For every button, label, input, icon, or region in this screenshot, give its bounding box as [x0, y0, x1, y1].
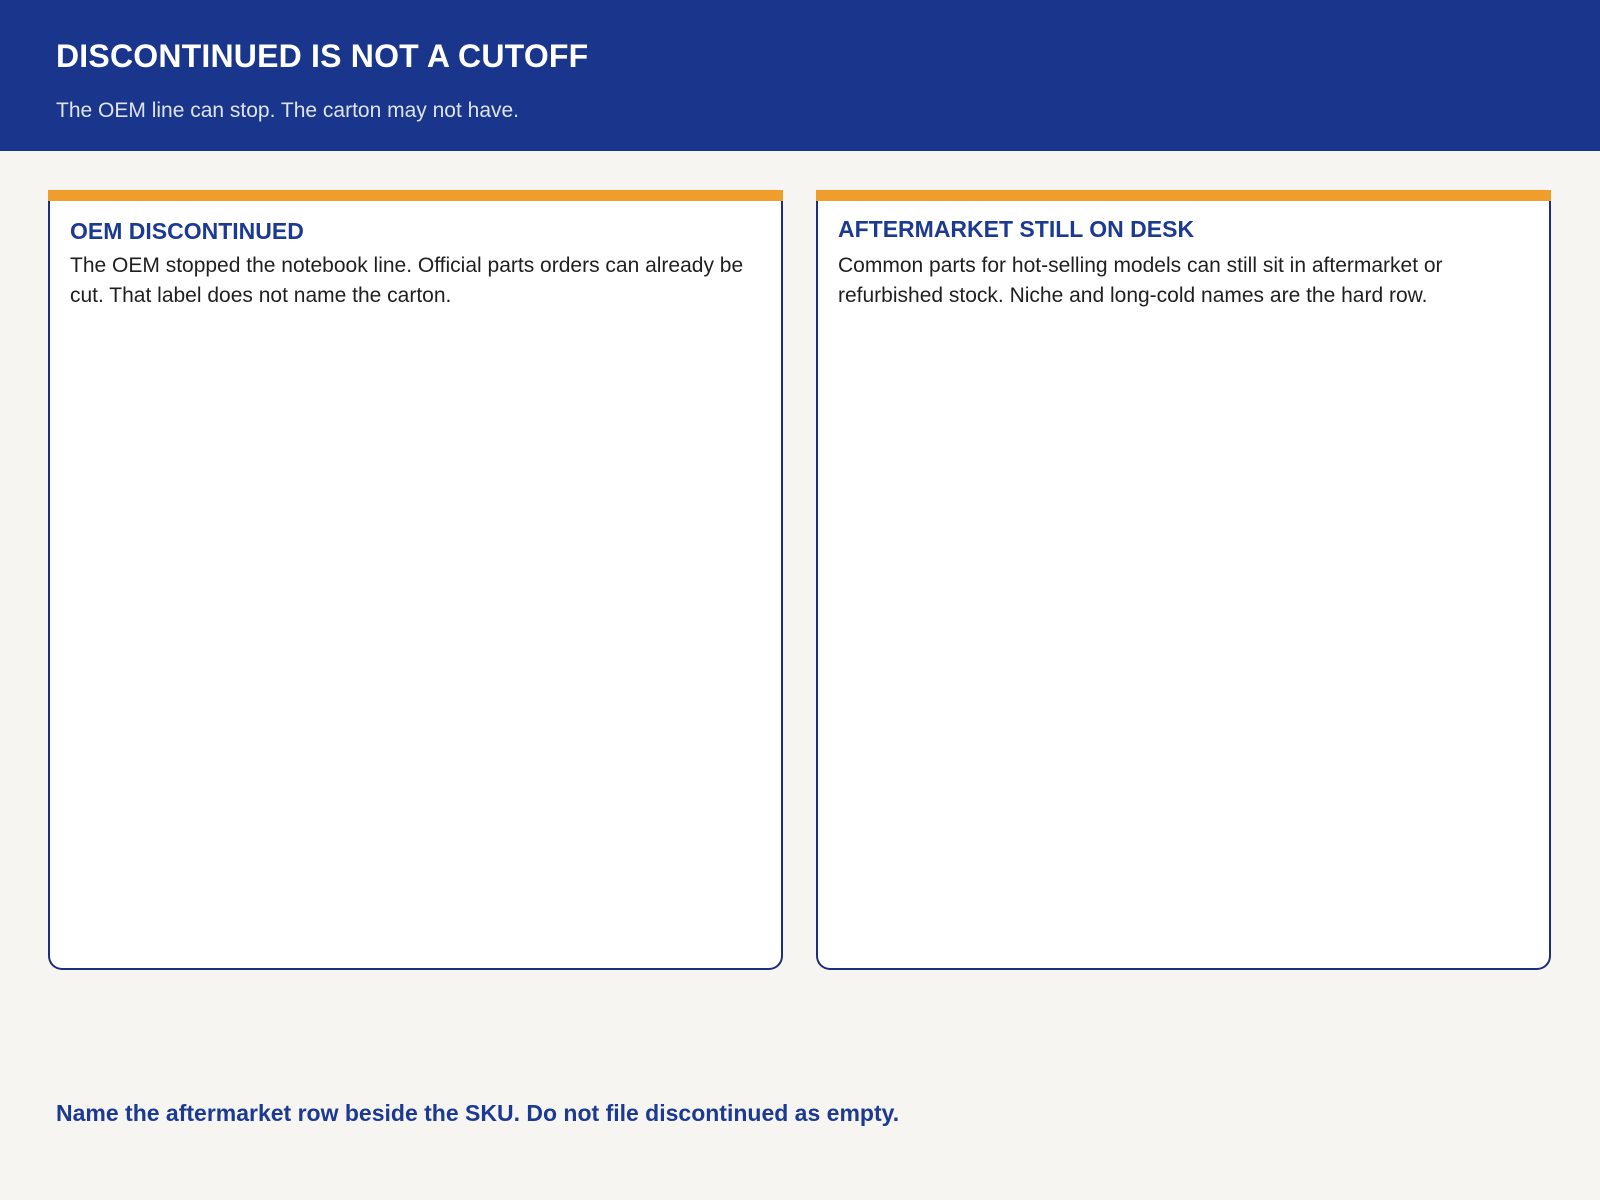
page-title: DISCONTINUED IS NOT A CUTOFF: [56, 38, 589, 74]
footer-note: Name the aftermarket row beside the SKU. Do not file discontinued as empty.: [56, 1100, 900, 1126]
card-title: AFTERMARKET STILL ON DESK: [838, 216, 1195, 242]
card-body: The OEM stopped the notebook line. Official parts orders can already be cut. That label does not name the carton.: [70, 254, 744, 307]
card-aftermarket-still-on-desk: [816, 190, 1551, 970]
card-oem-discontinued: [48, 190, 783, 970]
card-accent-bar: [48, 190, 783, 201]
page-subtitle: The OEM line can stop. The carton may not have.: [56, 99, 520, 122]
card-accent-bar: [816, 190, 1551, 201]
card-title: OEM DISCONTINUED: [70, 218, 304, 244]
card-body: Common parts for hot-selling models can still sit in aftermarket or refurbished stock. Niche and long-cold names are the hard row.: [838, 254, 1443, 307]
header-banner: [0, 0, 1600, 151]
